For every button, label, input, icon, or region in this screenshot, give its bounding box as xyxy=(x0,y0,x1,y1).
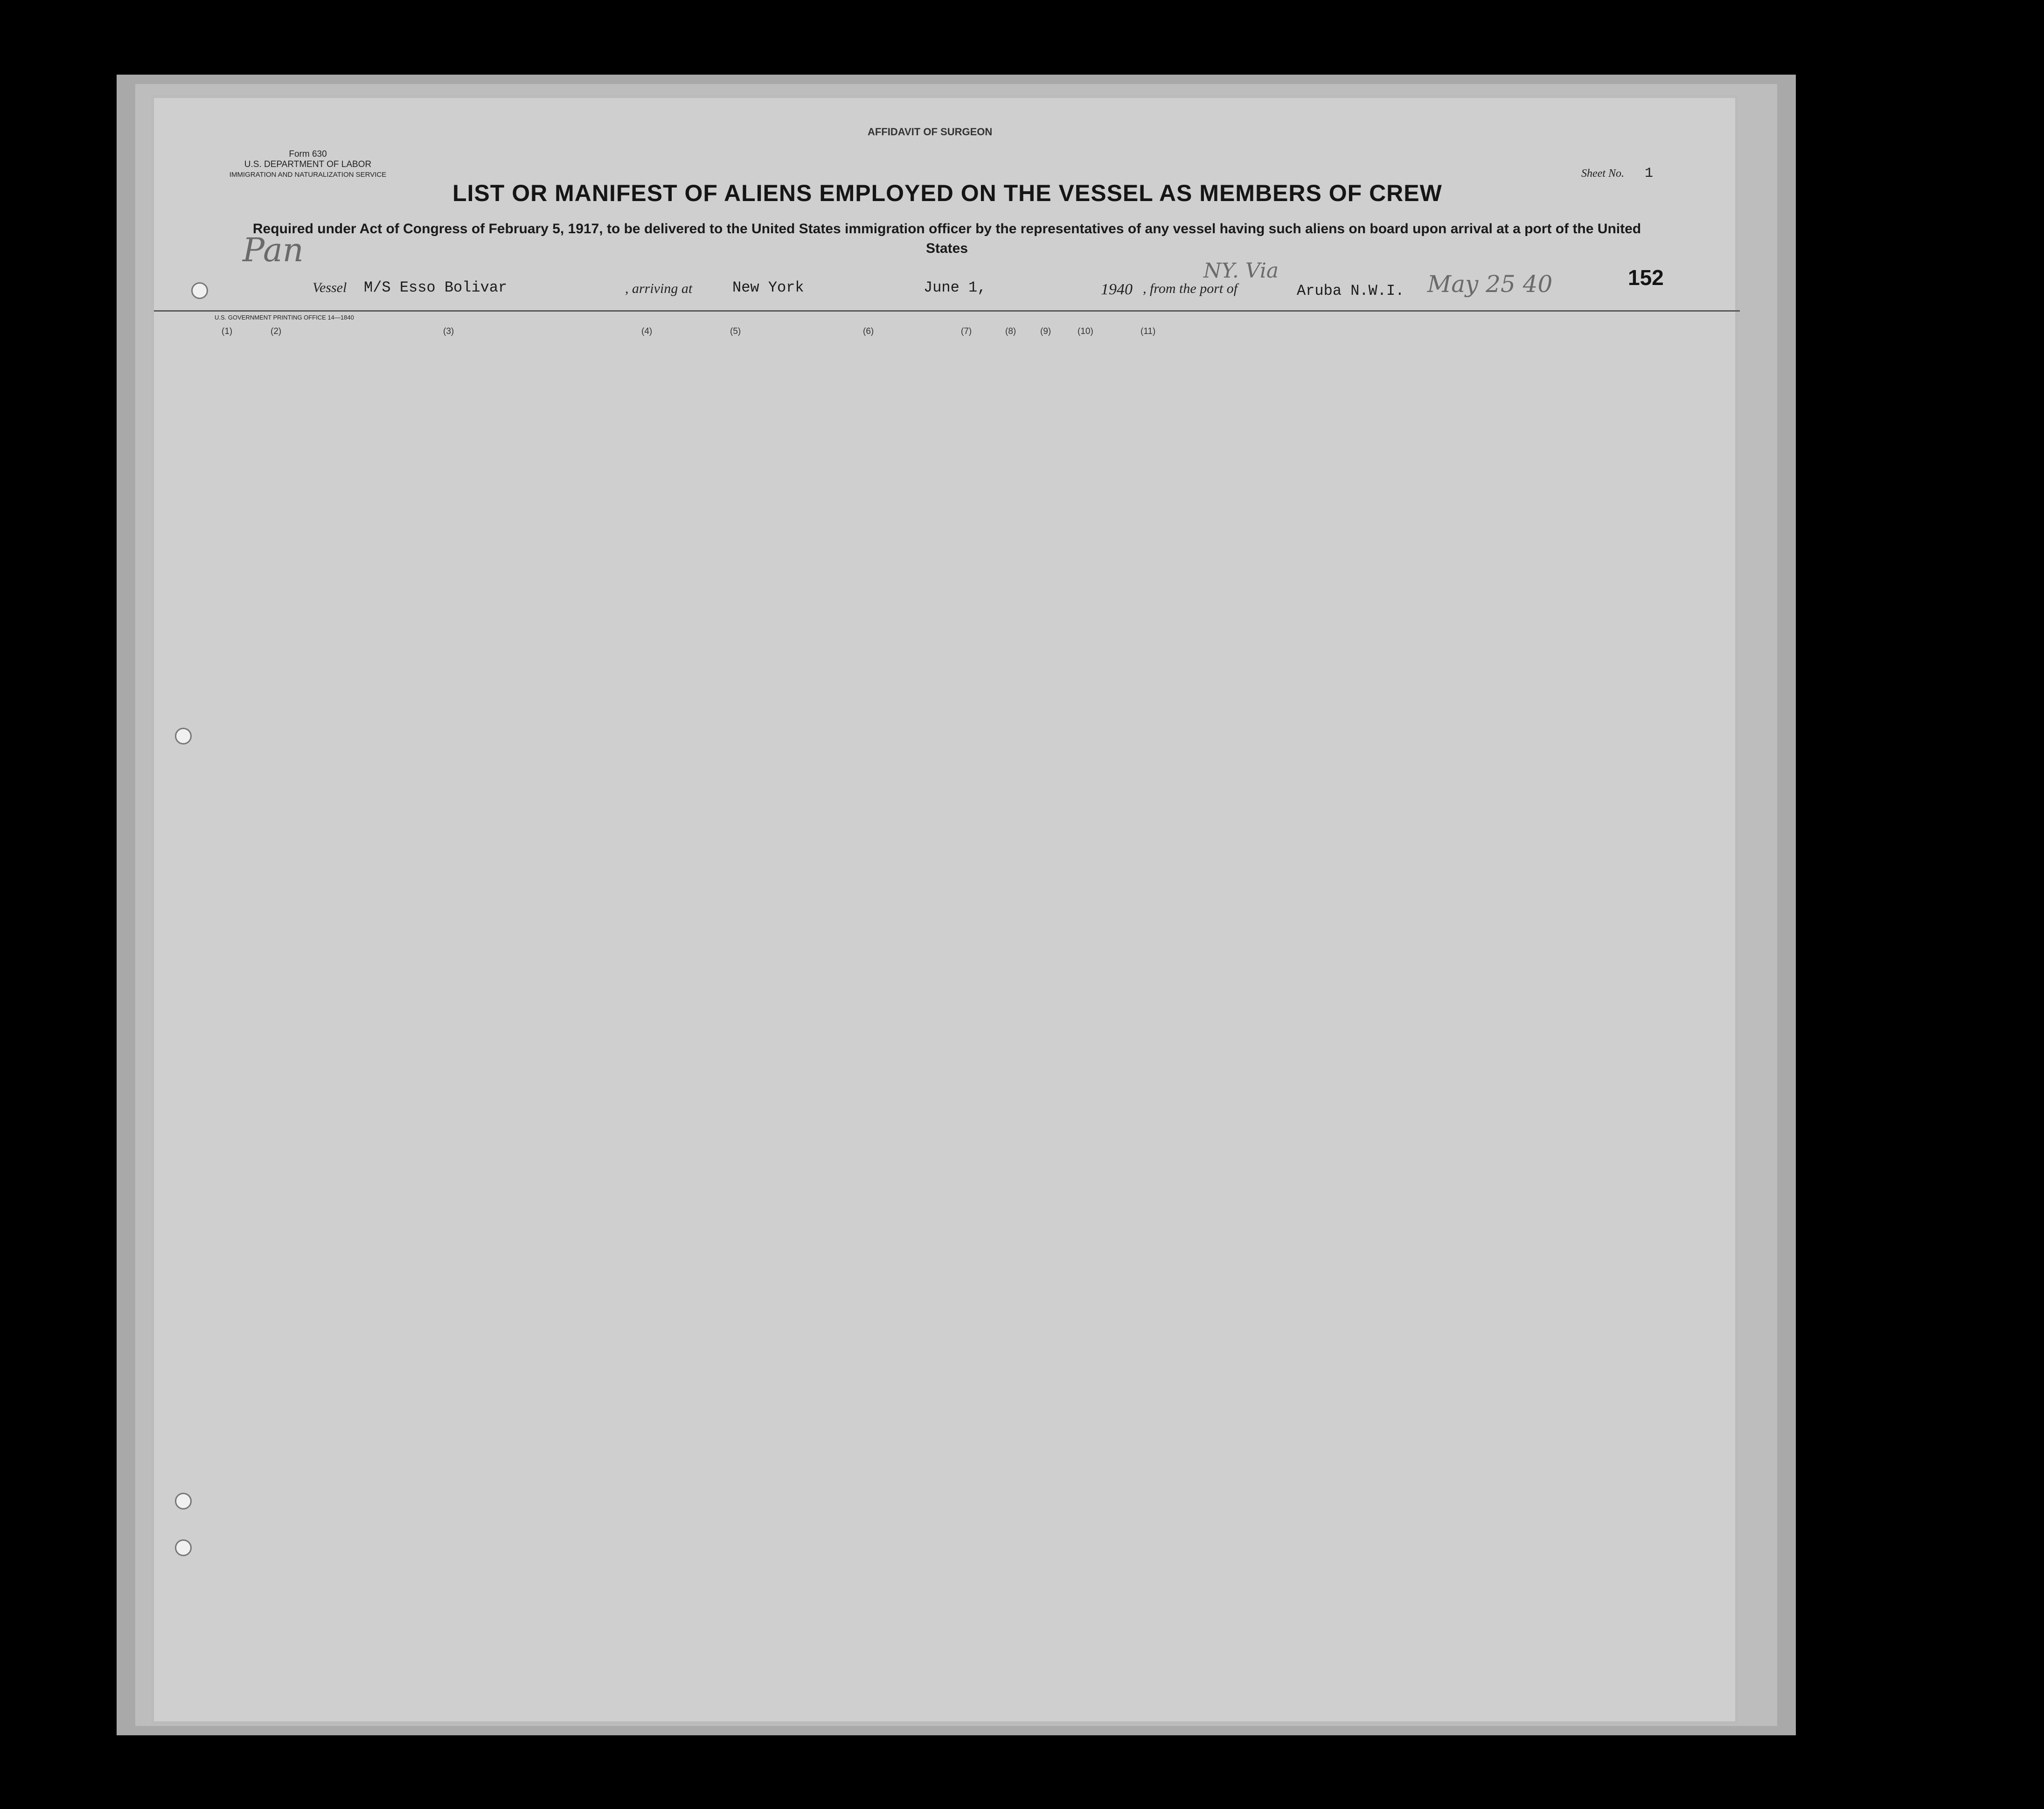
vessel-name: M/S Esso Bolivar xyxy=(364,279,508,296)
header-top-rule xyxy=(154,310,1740,312)
binding-hole xyxy=(191,282,208,299)
handwritten-via: NY. Via xyxy=(1203,259,1279,283)
printer-line: U.S. GOVERNMENT PRINTING OFFICE 14—1840 xyxy=(215,314,354,321)
arrival-port: New York xyxy=(732,279,804,296)
handwritten-date: May 25 40 xyxy=(1427,271,1553,298)
column-number: (2) xyxy=(271,327,282,336)
binding-hole xyxy=(175,728,192,744)
manifest-number: 152 xyxy=(1628,265,1664,290)
handwritten-note: Pan xyxy=(243,231,304,269)
from-port: Aruba N.W.I. xyxy=(1297,282,1404,299)
arrival-year: 1940 xyxy=(1101,281,1133,298)
arriving-label: , arriving at xyxy=(625,281,693,296)
column-number: (4) xyxy=(641,327,653,336)
page-subtitle: Required under Act of Congress of February 5, 1917, to be delivered to the United States immigration officer by the representatives of any vessel having such aliens on board upon arrival at a port of the United States xyxy=(252,221,1641,256)
column-number: (5) xyxy=(730,327,741,336)
binding-hole xyxy=(175,1493,192,1510)
column-number: (8) xyxy=(1005,327,1016,336)
page-title: LIST OR MANIFEST OF ALIENS EMPLOYED ON THE VESSEL AS MEMBERS OF CREW xyxy=(452,180,1442,206)
binding-hole xyxy=(175,1539,192,1556)
manifest-sheet xyxy=(154,98,1735,1721)
column-number: (6) xyxy=(863,327,874,336)
column-number: (9) xyxy=(1040,327,1051,336)
form-identifier: Form 630 U.S. DEPARTMENT OF LABOR IMMIGRATION AND NATURALIZATION SERVICE xyxy=(229,149,387,179)
column-number: (7) xyxy=(961,327,972,336)
column-number: (3) xyxy=(443,327,454,336)
arrival-date: June 1, xyxy=(924,279,987,296)
column-number: (10) xyxy=(1078,327,1093,336)
from-port-label: , from the port of xyxy=(1143,281,1238,296)
sheet-number: Sheet No. 1 xyxy=(1581,166,1653,181)
column-number: (1) xyxy=(222,327,233,336)
column-number: (11) xyxy=(1140,327,1156,336)
vessel-line: Vessel xyxy=(313,280,347,295)
top-heading: AFFIDAVIT OF SURGEON xyxy=(868,126,993,138)
